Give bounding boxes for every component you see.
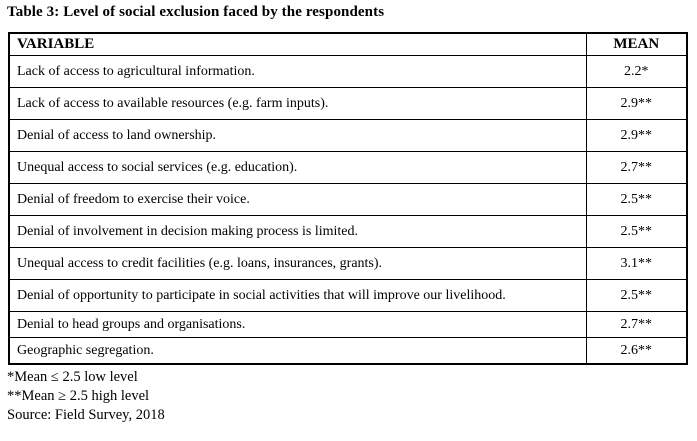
table-row xyxy=(9,338,687,365)
column-header-variable: VARIABLE xyxy=(9,33,586,56)
mean-cell: 2.5** xyxy=(586,280,687,312)
mean-cell: 2.7** xyxy=(586,312,687,338)
mean-cell: 2.2* xyxy=(586,56,687,88)
variable-cell: Denial of opportunity to participate in social activities that will improve our livelihood. xyxy=(9,280,586,312)
mean-cell: 2.9** xyxy=(586,120,687,152)
table-row xyxy=(9,88,687,120)
footnotes xyxy=(7,368,697,425)
table-row xyxy=(9,56,687,88)
mean-cell: 3.1** xyxy=(586,248,687,280)
variable-cell: Denial of involvement in decision making process is limited. xyxy=(9,216,586,248)
variable-cell: Denial of access to land ownership. xyxy=(9,120,586,152)
variable-cell: Denial of freedom to exercise their voice. xyxy=(9,184,586,216)
mean-cell: 2.9** xyxy=(586,88,687,120)
table-title: Table 3: Level of social exclusion faced by the respondents xyxy=(7,4,385,20)
variable-cell: Unequal access to social services (e.g. education). xyxy=(9,152,586,184)
table-row xyxy=(9,216,687,248)
mean-cell: 2.5** xyxy=(586,184,687,216)
mean-cell: 2.7** xyxy=(586,152,687,184)
social-exclusion-table xyxy=(8,32,688,365)
table-header-row xyxy=(9,33,687,56)
variable-cell: Lack of access to agricultural information. xyxy=(9,56,586,88)
source-note: Source: Field Survey, 2018 xyxy=(7,407,165,423)
mean-cell: 2.5** xyxy=(586,216,687,248)
footnote-high-level: **Mean ≥ 2.5 high level xyxy=(7,388,150,404)
variable-cell: Unequal access to credit facilities (e.g. loans, insurances, grants). xyxy=(9,248,586,280)
table-row xyxy=(9,312,687,338)
table-row xyxy=(9,280,687,312)
table-row xyxy=(9,152,687,184)
footnote-low-level: *Mean ≤ 2.5 low level xyxy=(7,369,138,385)
column-header-mean: MEAN xyxy=(586,33,687,56)
table-row xyxy=(9,248,687,280)
variable-cell: Lack of access to available resources (e.g. farm inputs). xyxy=(9,88,586,120)
table-body xyxy=(9,56,687,365)
table-row xyxy=(9,120,687,152)
variable-cell: Denial to head groups and organisations. xyxy=(9,312,586,338)
table-row xyxy=(9,184,687,216)
variable-cell: Geographic segregation. xyxy=(9,338,586,365)
mean-cell: 2.6** xyxy=(586,338,687,365)
